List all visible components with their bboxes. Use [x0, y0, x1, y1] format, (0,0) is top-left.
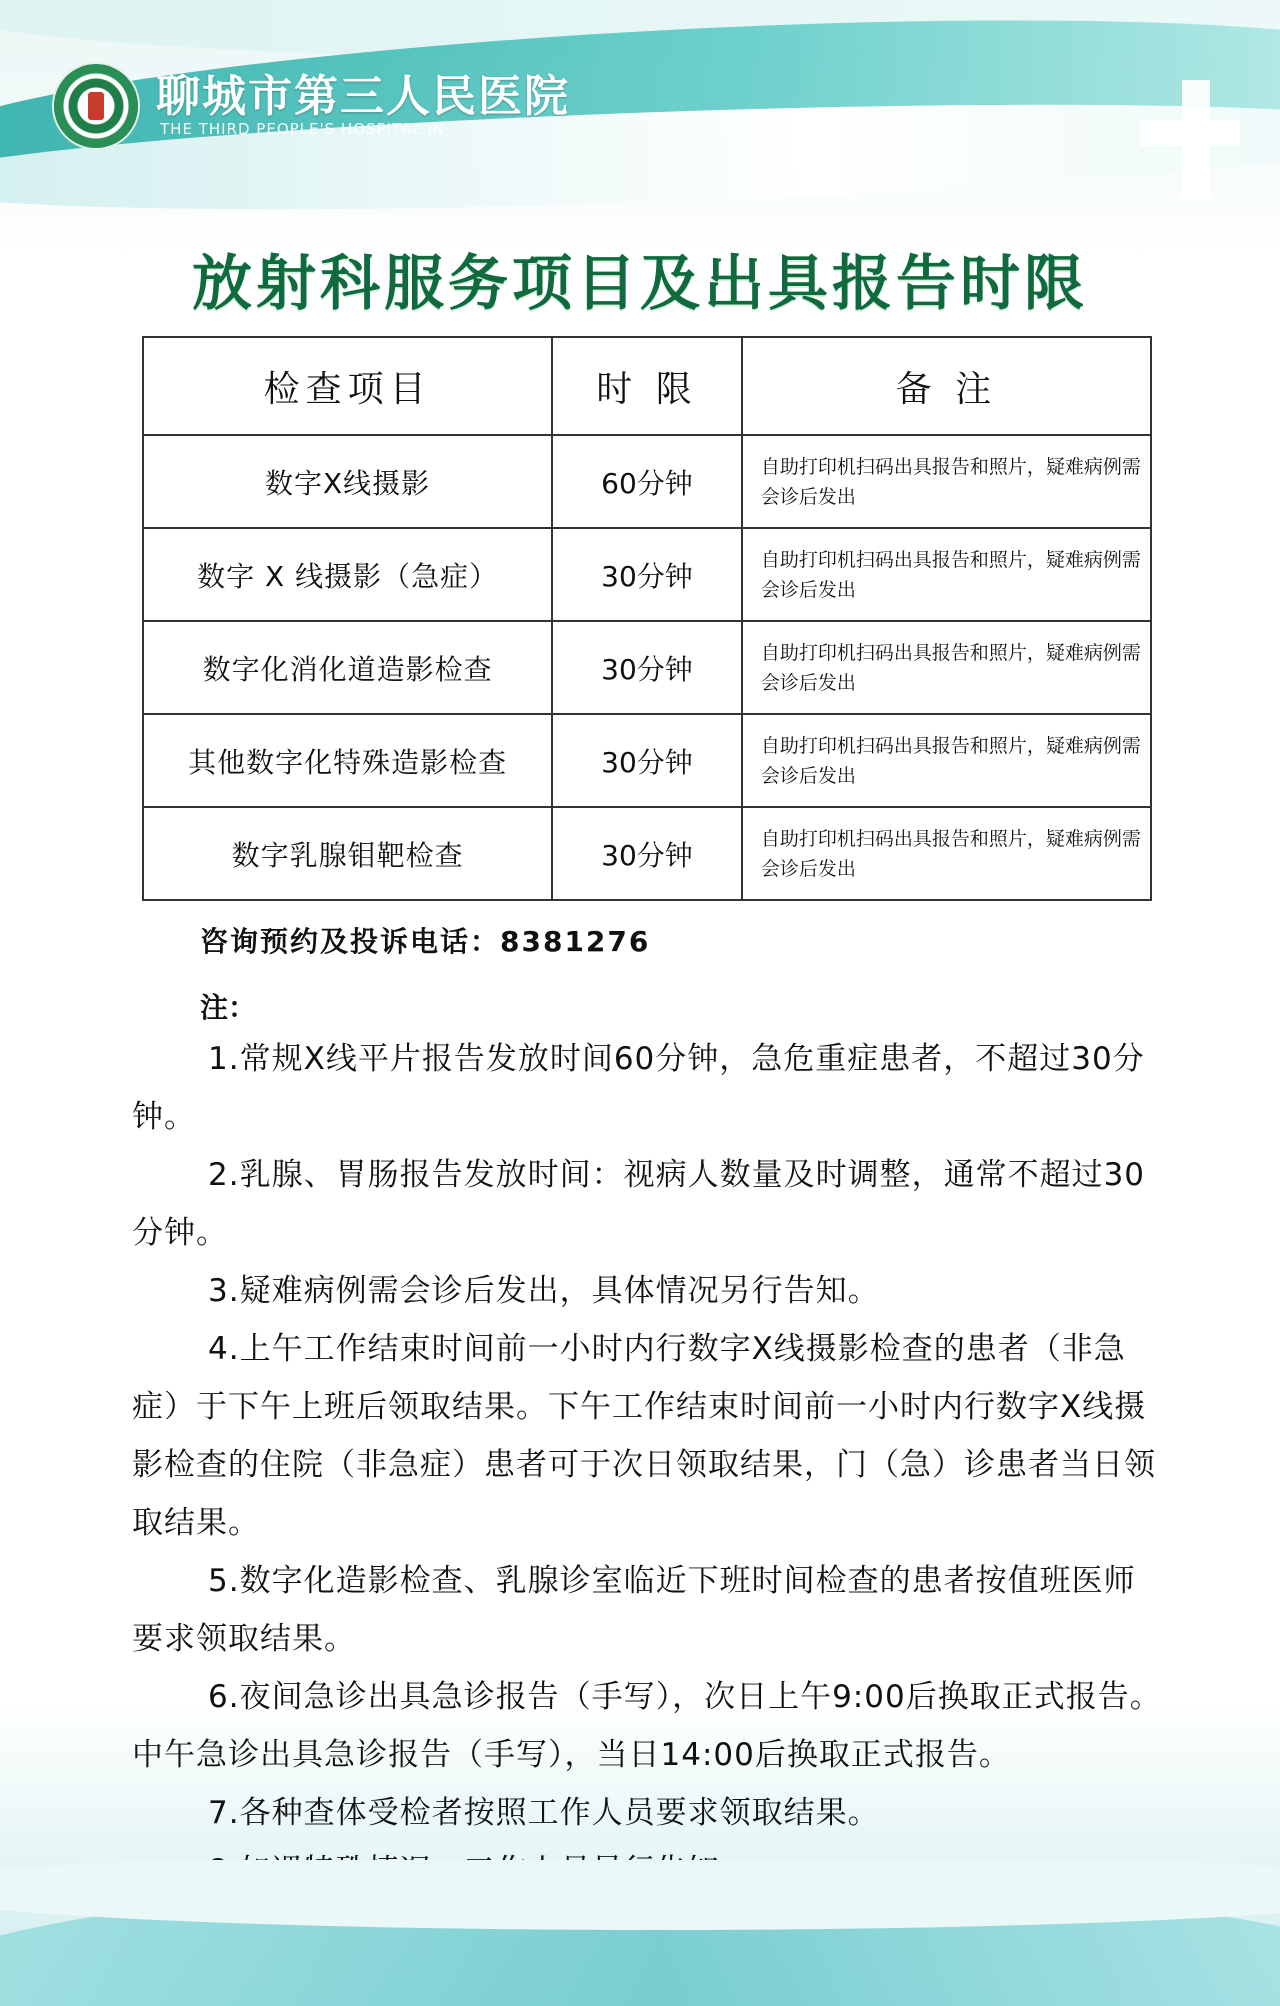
services-table — [142, 336, 1152, 901]
row-item: 数字化消化道造影检查 — [143, 621, 552, 714]
row-limit: 30分钟 — [552, 621, 742, 714]
column-header-limit: 时 限 — [552, 337, 742, 435]
row-note: 自助打印机扫码出具报告和照片，疑难病例需会诊后发出 — [742, 714, 1151, 807]
row-limit: 30分钟 — [552, 807, 742, 900]
table-row — [143, 807, 1151, 900]
note-item: 3.疑难病例需会诊后发出，具体情况另行告知。 — [208, 1273, 880, 1309]
row-item: 其他数字化特殊造影检查 — [143, 714, 552, 807]
row-note: 自助打印机扫码出具报告和照片，疑难病例需会诊后发出 — [742, 807, 1151, 900]
row-item: 数字乳腺钼靶检查 — [143, 807, 552, 900]
notes-heading: 注： — [200, 991, 257, 1024]
row-item: 数字 X 线摄影（急症） — [143, 528, 552, 621]
note-item: 7.各种查体受检者按照工作人员要求领取结果。 — [208, 1795, 880, 1831]
column-header-note: 备 注 — [742, 337, 1151, 435]
notes-list — [132, 1030, 1162, 1900]
table-row — [143, 621, 1151, 714]
hospital-english-name: THE THIRD PEOPLE'S HOSPITAL IN — [160, 120, 446, 138]
table-row — [143, 528, 1151, 621]
contact-phone: 咨询预约及投诉电话：8381276 — [200, 925, 651, 958]
hospital-logo-icon — [54, 64, 138, 148]
column-header-item: 检查项目 — [143, 337, 552, 435]
row-limit: 60分钟 — [552, 435, 742, 528]
note-item: 6.夜间急诊出具急诊报告（手写），次日上午9:00后换取正式报告。中午急诊出具急诊报告（手写），当日14:00后换取正式报告。 — [132, 1679, 1162, 1773]
footer-band — [0, 1860, 1280, 2006]
hospital-name: 聊城市第三人民医院 — [156, 71, 570, 122]
note-item: 5.数字化造影检查、乳腺诊室临近下班时间检查的患者按值班医师要求领取结果。 — [132, 1563, 1136, 1657]
row-note: 自助打印机扫码出具报告和照片，疑难病例需会诊后发出 — [742, 621, 1151, 714]
note-item: 2.乳腺、胃肠报告发放时间：视病人数量及时调整，通常不超过30分钟。 — [132, 1157, 1146, 1251]
cross-decoration-icon — [1120, 70, 1240, 220]
row-limit: 30分钟 — [552, 528, 742, 621]
table-row — [143, 435, 1151, 528]
table-row — [143, 714, 1151, 807]
row-note: 自助打印机扫码出具报告和照片，疑难病例需会诊后发出 — [742, 435, 1151, 528]
note-item: 1.常规X线平片报告发放时间60分钟，急危重症患者，不超过30分钟。 — [132, 1041, 1145, 1135]
note-item: 4.上午工作结束时间前一小时内行数字X线摄影检查的患者（非急症）于下午上班后领取结果。下午工作结束时间前一小时内行数字X线摄影检查的住院（非急症）患者可于次日领取结果，门（急）诊患者当日领取结果。 — [132, 1331, 1156, 1541]
page-title: 放射科服务项目及出具报告时限 — [192, 249, 1088, 319]
row-limit: 30分钟 — [552, 714, 742, 807]
table-header-row — [143, 337, 1151, 435]
row-item: 数字X线摄影 — [143, 435, 552, 528]
row-note: 自助打印机扫码出具报告和照片，疑难病例需会诊后发出 — [742, 528, 1151, 621]
